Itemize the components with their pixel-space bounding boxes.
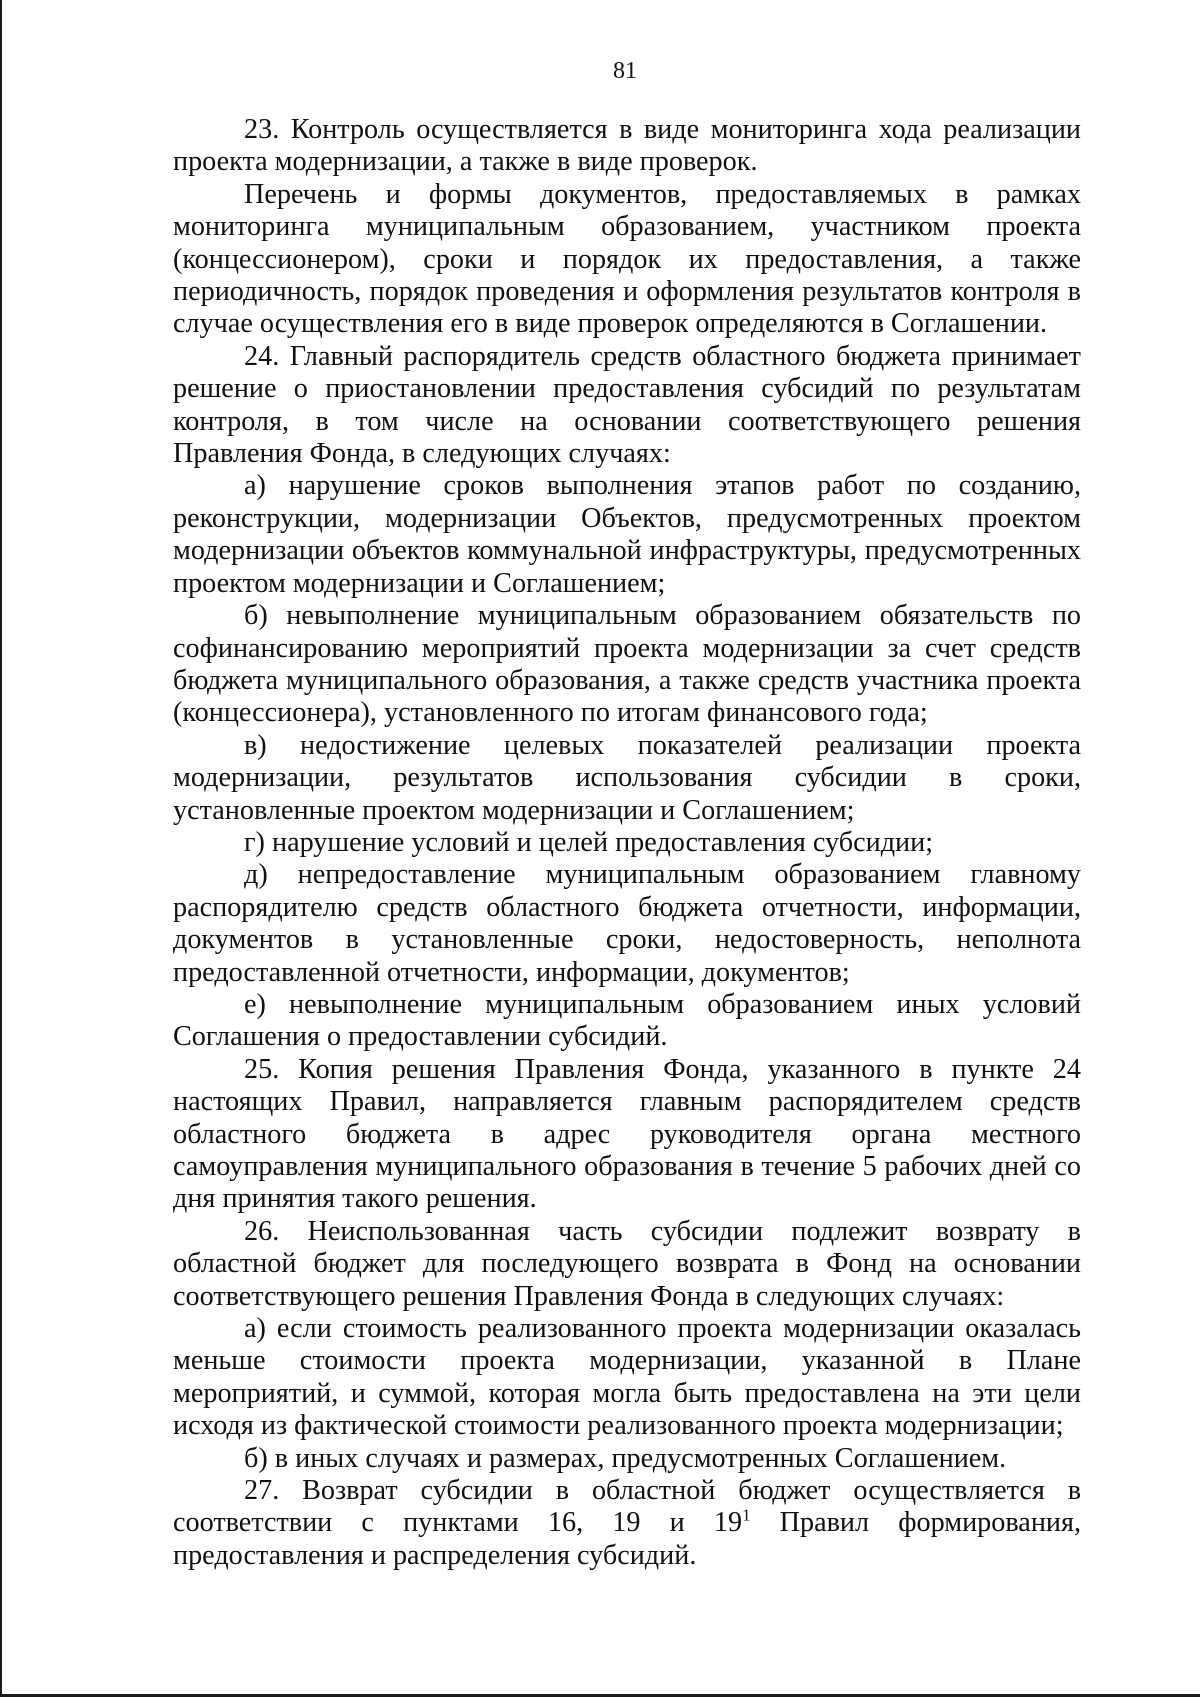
paragraph-24-item-d: д) непредоставление муниципальным образованием главному распорядителю средств областного бюджета отчетности, информации, документов в установленные сроки, недостоверность, неполнота предоставленной отчетности, информации, документов;: [173, 859, 1081, 988]
paragraph-23-monitoring-documents: Перечень и формы документов, предоставляемых в рамках мониторинга муниципальным образованием, участником проекта (концессионером), сроки и порядок их предоставления, а также периодичность, порядок проведения и оформления результатов контроля в случае осуществления его в виде проверок определяются в Соглашении.: [173, 178, 1081, 340]
paragraph-24: 24. Главный распорядитель средств областного бюджета принимает решение о приостановлении предоставления субсидий по результатам контроля, в том числе на основании соответствующего решения Правления Фонда, в следующих случаях:: [173, 340, 1081, 470]
paragraph-24-item-v: в) недостижение целевых показателей реализации проекта модернизации, результатов использования субсидии в сроки, установленные проектом модернизации и Соглашением;: [173, 729, 1081, 826]
paragraph-26-item-b: б) в иных случаях и размерах, предусмотренных Соглашением.: [244, 1442, 1007, 1474]
page-number: 81: [613, 58, 637, 84]
paragraph-27-text-before: 27. Возврат субсидии в областной бюджет осуществляется в соответствии с пунктами 16, 19 и 19: [173, 1475, 1081, 1539]
paragraph-23: 23. Контроль осуществляется в виде мониторинга хода реализации проекта модернизации, а также в виде проверок.: [173, 114, 1081, 178]
paragraph-24-item-b: б) невыполнение муниципальным образованием обязательств по софинансированию мероприятий проекта модернизации за счет средств бюджета муниципального образования, а также средств участника проекта (концессионера), установленного по итогам финансового года;: [173, 600, 1081, 729]
scan-edge-left: [0, 0, 2, 1697]
paragraph-24-item-g: г) нарушение условий и целей предоставления субсидии;: [244, 826, 934, 858]
paragraph-27-text-after: Правил формирования, предоставления и распределения субсидий.: [173, 1507, 1081, 1571]
paragraph-24-item-a: а) нарушение сроков выполнения этапов работ по созданию, реконструкции, модернизации Объектов, предусмотренных проектом модернизации объектов коммунальной инфраструктуры, предусмотренных проектом модернизации и Соглашением;: [173, 470, 1081, 599]
paragraph-27: [173, 1475, 1081, 1572]
document-body: [173, 114, 1081, 1572]
paragraph-26-item-a: а) если стоимость реализованного проекта модернизации оказалась меньше стоимости проекта модернизации, указанной в Плане мероприятий, и суммой, которая могла быть предоставлена на эти цели исходя из фактической стоимости реализованного проекта модернизации;: [173, 1313, 1081, 1442]
paragraph-26: 26. Неиспользованная часть субсидии подлежит возврату в областной бюджет для последующего возврата в Фонд на основании соответствующего решения Правления Фонда в следующих случаях:: [173, 1215, 1081, 1312]
paragraph-24-item-e: е) невыполнение муниципальным образованием иных условий Соглашения о предоставлении субсидий.: [173, 988, 1081, 1053]
paragraph-27-superscript: 1: [742, 1506, 751, 1526]
paragraph-25: 25. Копия решения Правления Фонда, указанного в пункте 24 настоящих Правил, направляется главным распорядителем средств областного бюджета в адрес руководителя органа местного самоуправления муниципального образования в течение 5 рабочих дней со дня принятия такого решения.: [173, 1053, 1081, 1215]
